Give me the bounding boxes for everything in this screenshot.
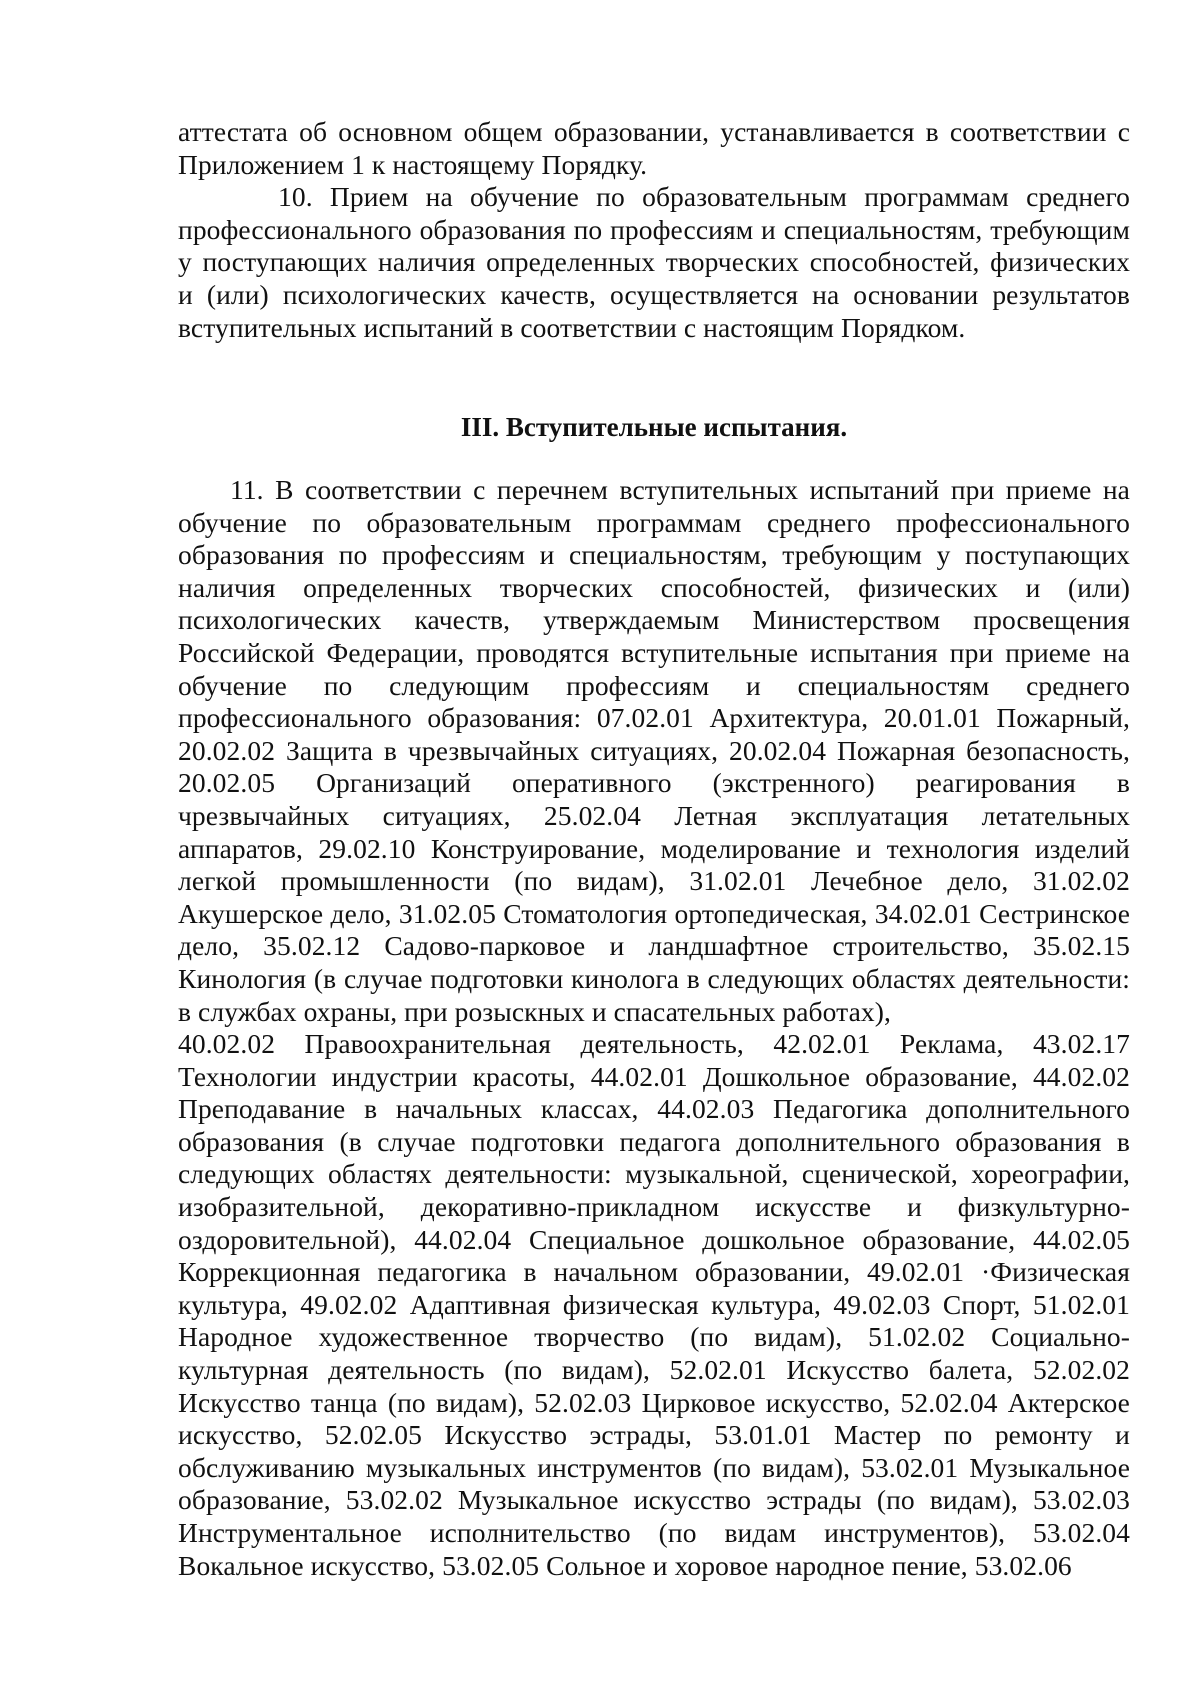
paragraph-10: 10. Прием на обучение по образовательным программам среднего профессионального образования по профессиям и специальностям, требующим у поступающих наличия определенных творческих способностей, физических и (или) психологических качеств, осуществляется на основании результатов вступительных испытаний в соответствии с настоящим Порядком. [178,181,1130,343]
text-block-main [178,474,1130,1582]
continuation-paragraph: аттестата об основном общем образовании, устанавливается в соответствии с Приложением 1 к настоящему Порядку. [178,116,1130,180]
text-block-top [178,116,1130,344]
paragraph-11-part2: 40.02.02 Правоохранительная деятельность, 42.02.01 Реклама, 43.02.17 Технологии индустрии красоты, 44.02.01 Дошкольное образование, 44.02.02 Преподавание в начальных классах, 44.02.03 Педагогика дополнительного образования (в случае подготовки педагога дополнительного образования в следующих областях деятельности: музыкальной, сценической, хореографии, изобразительной, декоративно-прикладном искусстве и физкультурно-оздоровительной), 44.02.04 Специальное дошкольное образование, 44.02.05 Коррекционная педагогика в начальном образовании, 49.02.01 ·Физическая культура, 49.02.02 Адаптивная физическая культура, 49.02.03 Спорт, 51.02.01 Народное художественное творчество (по видам), 51.02.02 Социально-культурная деятельность (по видам), 52.02.01 Искусство балета, 52.02.02 Искусство танца (по видам), 52.02.03 Цирковое искусство, 52.02.04 Актерское искусство, 52.02.05 Искусство эстрады, 53.01.01 Мастер по ремонту и обслуживанию музыкальных инструментов (по видам), 53.02.01 Музыкальное образование, 53.02.02 Музыкальное искусство эстрады (по видам), 53.02.03 Инструментальное исполнительство (по видам инструментов), 53.02.04 Вокальное искусство, 53.02.05 Сольное и хоровое народное пение, 53.02.06 [178,1028,1130,1581]
paragraph-11-part1: 11. В соответствии с перечнем вступительных испытаний при приеме на обучение по образовательным программам среднего профессионального образования по профессиям и специальностям, требующим у поступающих наличия определенных творческих способностей, физических и (или) психологических качеств, утверждаемым Министерством просвещения Российской Федерации, проводятся вступительные испытания при приеме на обучение по следующим профессиям и специальностям среднего профессионального образования: 07.02.01 Архитектура, 20.01.01 Пожарный, 20.02.02 Защита в чрезвычайных ситуациях, 20.02.04 Пожарная безопасность, 20.02.05 Организаций оперативного (экстренного) реагирования в чрезвычайных ситуациях, 25.02.04 Летная эксплуатация летательных аппаратов, 29.02.10 Конструирование, моделирование и технология изделий легкой промышленности (по видам), 31.02.01 Лечебное дело, 31.02.02 Акушерское дело, 31.02.05 Стоматология ортопедическая, 34.02.01 Сестринское дело, 35.02.12 Садово-парковое и ландшафтное строительство, 35.02.15 Кинология (в случае подготовки кинолога в следующих областях деятельности: в службах охраны, при розыскных и спасательных работах), [178,474,1130,1027]
section-heading: III. Вступительные испытания. [460,412,848,442]
